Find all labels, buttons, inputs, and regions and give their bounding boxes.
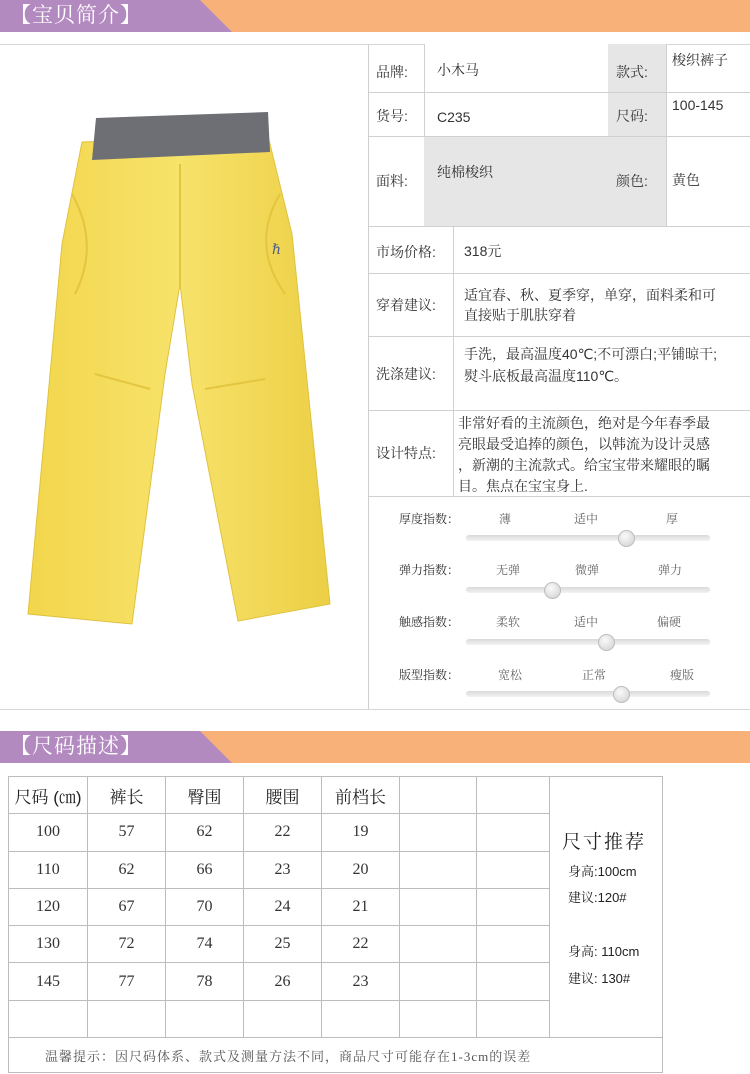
touch-track[interactable]: [466, 639, 710, 645]
wear-label: 穿着建议:: [376, 297, 436, 313]
header-empty-2: [477, 777, 550, 814]
size-note: 温馨提示：因尺码体系、款式及测量方法不同，商品尺寸可能存在1-3cm的误差: [9, 1038, 663, 1073]
size-value: 100-145: [672, 97, 724, 113]
table-row: 120 67 70 24 21: [9, 888, 663, 925]
wear-line-2: 直接贴于肌肤穿着: [464, 307, 576, 323]
sku-value: C235: [437, 109, 471, 125]
intro-banner: [0, 0, 750, 32]
fabric-value: 纯棉梭织: [437, 164, 493, 180]
header-length: 裤长: [88, 777, 166, 814]
svg-text:ℏ: ℏ: [272, 242, 282, 258]
header-size: 尺码 (㎝): [9, 777, 88, 814]
fabric-label: 面料:: [376, 173, 408, 189]
design-label: 设计特点:: [376, 445, 436, 461]
design-line-2: 亮眼最受追捧的颜色，以韩流为设计灵感: [458, 436, 710, 452]
style-label: 款式:: [616, 64, 648, 80]
touch-knob[interactable]: [598, 634, 615, 651]
rec1-height: 身高:100cm: [568, 864, 637, 879]
table-row: 130 72 74 25 22: [9, 926, 663, 963]
header-rise: 前档长: [322, 777, 400, 814]
elasticity-track[interactable]: [466, 587, 710, 593]
header-waist: 腰围: [244, 777, 322, 814]
color-label: 颜色:: [616, 173, 648, 189]
pants-illustration: [0, 44, 368, 709]
size-banner: [0, 731, 750, 763]
rec2-size: 建议: 130#: [568, 971, 631, 986]
brand-label: 品牌:: [376, 64, 408, 80]
price-label: 市场价格:: [376, 244, 436, 260]
table-row: 100 57 62 22 19: [9, 814, 663, 851]
table-row: 145 77 78 26 23: [9, 963, 663, 1000]
rec2-height: 身高: 110cm: [568, 944, 640, 959]
design-line-1: 非常好看的主流颜色，绝对是今年春季最: [458, 415, 710, 431]
size-header-row: [9, 777, 663, 814]
thickness-knob[interactable]: [618, 530, 635, 547]
brand-value: 小木马: [437, 62, 479, 78]
table-row: 110 62 66 23 20: [9, 851, 663, 888]
intro-title: 【宝贝简介】: [10, 4, 142, 27]
fit-track[interactable]: [466, 691, 710, 697]
elasticity-knob[interactable]: [544, 582, 561, 599]
design-line-3: ，新潮的主流款式。给宝宝带来耀眼的瞩: [458, 457, 710, 473]
price-value: 318元: [464, 243, 502, 259]
fit-knob[interactable]: [613, 686, 630, 703]
design-line-4: 目。焦点在宝宝身上.: [458, 478, 588, 494]
color-value: 黄色: [672, 172, 700, 188]
size-label: 尺码:: [616, 108, 648, 124]
recommend-title: 尺寸推荐: [562, 832, 647, 853]
sku-label: 货号:: [376, 108, 408, 124]
size-recommendation: [550, 777, 663, 1038]
wash-label: 洗涤建议:: [376, 366, 436, 382]
rec1-size: 建议:120#: [568, 890, 627, 905]
style-value: 梭织裤子: [672, 52, 728, 68]
product-image: [0, 44, 368, 709]
thickness-track[interactable]: [466, 535, 710, 541]
wash-line-2: 熨斗底板最高温度110℃。: [464, 368, 629, 384]
header-hip: 臀围: [166, 777, 244, 814]
size-title: 【尺码描述】: [10, 735, 142, 758]
wear-line-1: 适宜春、秋、夏季穿，单穿，面料柔和可: [464, 287, 716, 303]
wash-line-1: 手洗，最高温度40℃;不可漂白;平铺晾干;: [464, 346, 717, 362]
header-empty-1: [400, 777, 477, 814]
size-table: [8, 776, 663, 1073]
